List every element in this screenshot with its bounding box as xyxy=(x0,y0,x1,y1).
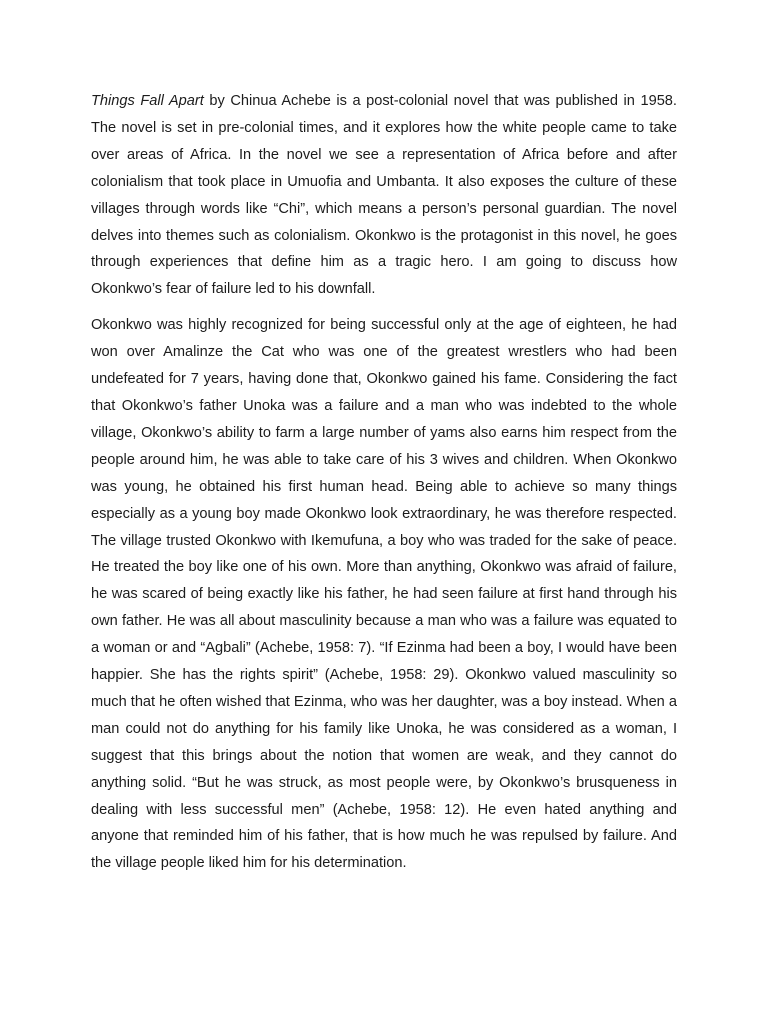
book-title: Things Fall Apart xyxy=(91,93,204,109)
paragraph-intro-text: by Chinua Achebe is a post-colonial novel that was published in 1958. The novel is set in pre-colonial times, and it explores how the white people came to take over areas of Africa. In the novel we see a representation of Africa before and after colonialism that took place in Umuofia and Umbanta. It also exposes the culture of these villages through words like “Chi”, which means a person’s personal guardian. The novel delves into themes such as colonialism. Okonkwo is the protagonist in this novel, he goes through experiences that define him as a tragic hero. I am going to discuss how Okonkwo’s fear of failure led to his downfall. xyxy=(91,93,677,298)
paragraph-intro xyxy=(91,88,677,303)
document-page xyxy=(91,88,677,877)
paragraph-body: Okonkwo was highly recognized for being successful only at the age of eighteen, he had won over Amalinze the Cat who was one of the greatest wrestlers who had been undefeated for 7 years, having done that, Okonkwo gained his fame. Considering the fact that Okonkwo’s father Unoka was a failure and a man who was indebted to the whole village, Okonkwo’s ability to farm a large number of yams also earns him respect from the people around him, he was able to take care of his 3 wives and children. When Okonkwo was young, he obtained his first human head. Being able to achieve so many things especially as a young boy made Okonkwo look extraordinary, he was therefore respected. The village trusted Okonkwo with Ikemufuna, a boy who was traded for the sake of peace. He treated the boy like one of his own. More than anything, Okonkwo was afraid of failure, he was scared of being exactly like his father, he had seen failure at first hand through his own father. He was all about masculinity because a man who was a failure was equated to a woman or and “Agbali” (Achebe, 1958: 7). “If Ezinma had been a boy, I would have been happier. She has the rights spirit” (Achebe, 1958: 29). Okonkwo valued masculinity so much that he often wished that Ezinma, who was her daughter, was a boy instead. When a man could not do anything for his family like Unoka, he was considered as a woman, I suggest that this brings about the notion that women are weak, and they cannot do anything solid. “But he was struck, as most people were, by Okonkwo’s brusqueness in dealing with less successful men” (Achebe, 1958: 12). He even hated anything and anyone that reminded him of his father, that is how much he was repulsed by failure. And the village people liked him for his determination. xyxy=(91,317,677,872)
